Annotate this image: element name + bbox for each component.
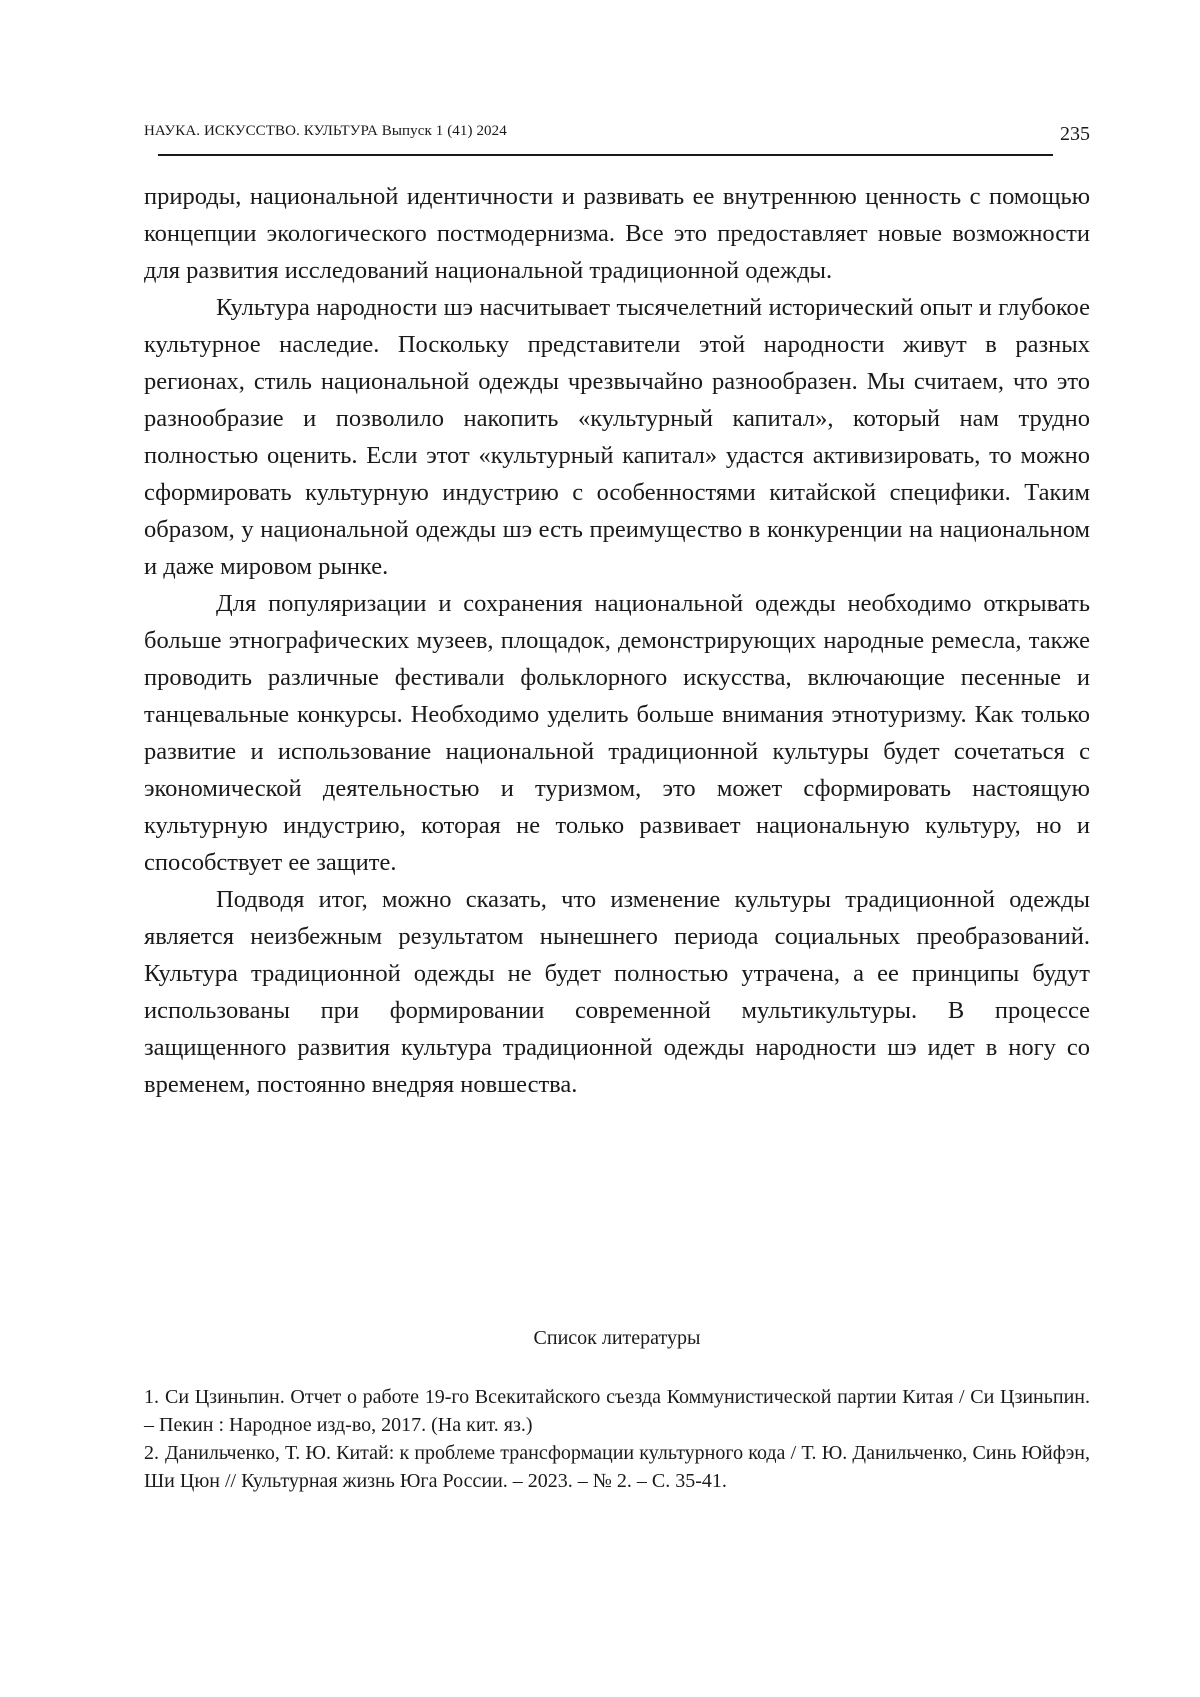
journal-page xyxy=(0,0,1200,1697)
reference-text: Си Цзиньпин. Отчет о работе 19-го Всекитайского съезда Коммунистической партии Китая / Си Цзиньпин. – Пекин : Народное изд-во, 2017. (На кит. яз.) xyxy=(144,1386,1090,1436)
header-rule xyxy=(158,154,1053,156)
references-heading: Список литературы xyxy=(144,1327,1090,1350)
paragraph: Культура народности шэ насчитывает тысячелетний исторический опыт и глубокое культурное наследие. Поскольку представители этой народности живут в разных регионах, стиль национальной одежды чрезвычайно разнообразен. Мы считаем, что это разнообразие и позволило накопить «культурный капитал», который нам трудно полностью оценить. Если этот «культурный капитал» удастся активизировать, то можно сформировать культурную индустрию с особенностями китайской специфики. Таким образом, у национальной одежды шэ есть преимущество в конкуренции на национальном и даже мировом рынке. xyxy=(144,289,1090,585)
paragraph-continued: природы, национальной идентичности и развивать ее внутреннюю ценность с помощью концепции экологического постмодернизма. Все это предоставляет новые возможности для развития исследований национальной традиционной одежды. xyxy=(144,178,1090,289)
reference-text: Данильченко, Т. Ю. Китай: к проблеме трансформации культурного кода / Т. Ю. Данильченко, Синь Юйфэн, Ши Цюн // Культурная жизнь Юга России. – 2023. – № 2. – С. 35-41. xyxy=(144,1442,1090,1492)
reference-item xyxy=(144,1439,1090,1495)
reference-item xyxy=(144,1383,1090,1439)
reference-number: 2. xyxy=(144,1442,159,1464)
page-number: 235 xyxy=(1060,123,1090,146)
running-header xyxy=(144,119,1090,159)
paragraph: Подводя итог, можно сказать, что изменение культуры традиционной одежды является неизбежным результатом нынешнего периода социальных преобразований. Культура традиционной одежды не будет полностью утрачена, а ее принципы будут использованы при формировании современной мультикультуры. В процессе защищенного развития культура традиционной одежды народности шэ идет в ногу со временем, постоянно внедряя новшества. xyxy=(144,881,1090,1103)
journal-title: НАУКА. ИСКУССТВО. КУЛЬТУРА Выпуск 1 (41) 2024 xyxy=(144,123,507,140)
reference-number: 1. xyxy=(144,1386,159,1408)
references-list xyxy=(144,1383,1090,1495)
article-body xyxy=(144,178,1090,1103)
paragraph: Для популяризации и сохранения национальной одежды необходимо открывать больше этнографических музеев, площадок, демонстрирующих народные ремесла, также проводить различные фестивали фольклорного искусства, включающие песенные и танцевальные конкурсы. Необходимо уделить больше внимания этнотуризму. Как только развитие и использование национальной традиционной культуры будет сочетаться с экономической деятельностью и туризмом, это может сформировать настоящую культурную индустрию, которая не только развивает национальную культуру, но и способствует ее защите. xyxy=(144,585,1090,881)
